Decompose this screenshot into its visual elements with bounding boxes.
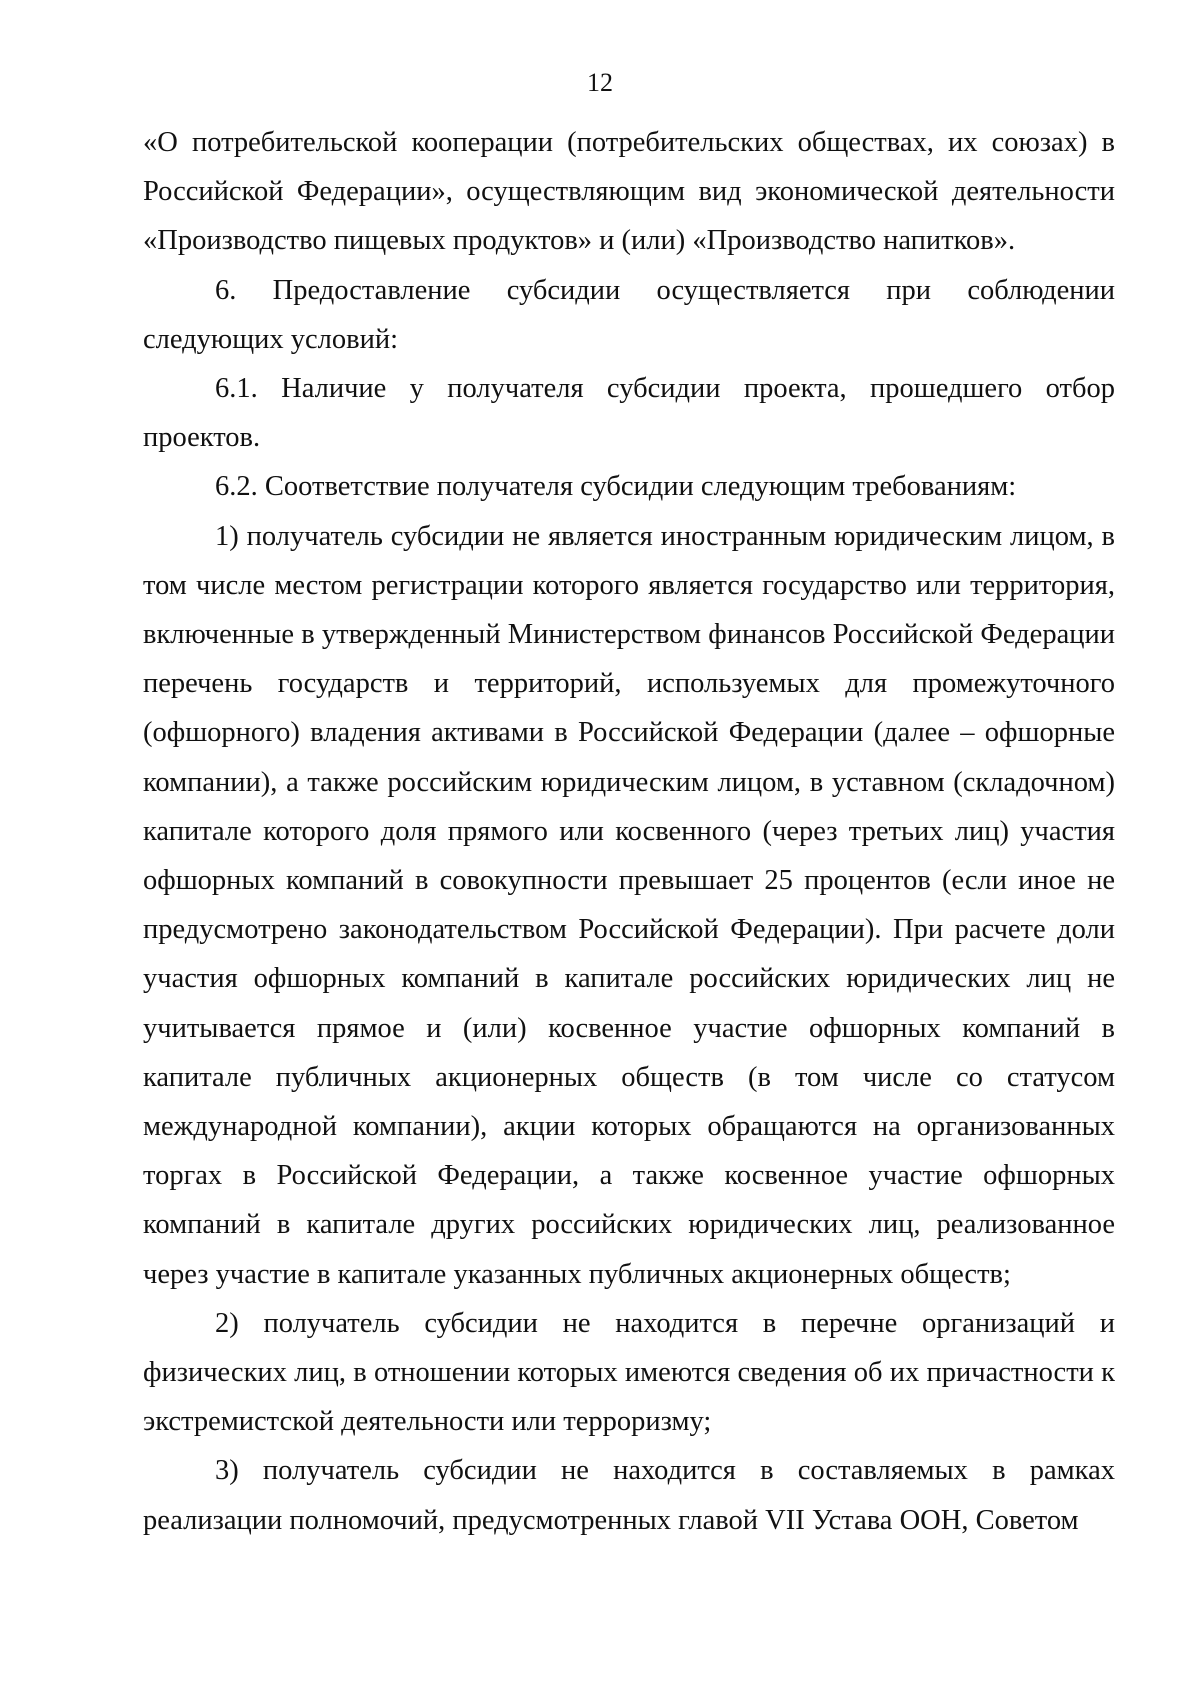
paragraph-item-3: 3) получатель субсидии не находится в составляемых в рамках реализации полномочий, предусмотренных главой VII Устава ООН, Советом — [143, 1455, 1115, 1536]
page-number: 12 — [587, 68, 613, 97]
paragraph-intro-continuation: «О потребительской кооперации (потребительских обществах, их союзах) в Российской Федерации», осуществляющим вид экономической деятельности «Производство пищевых продуктов» и (или) «Производство напитков». — [143, 127, 1115, 257]
document-body — [143, 118, 1115, 1545]
paragraph-item-1: 1) получатель субсидии не является иностранным юридическим лицом, в том числе местом регистрации которого является государство или территория, включенные в утвержденный Министерством финансов Российской Федерации перечень государств и территорий, используемых для промежуточного (офшорного) владения активами в Российской Федерации (далее – офшорные компании), а также российским юридическим лицом, в уставном (складочном) капитале которого доля прямого или косвенного (через третьих лиц) участия офшорных компаний в совокупности превышает 25 процентов (если иное не предусмотрено законодательством Российской Федерации). При расчете доли участия офшорных компаний в капитале российских юридических лиц не учитывается прямое и (или) косвенное участие офшорных компаний в капитале публичных акционерных обществ (в том числе со статусом международной компании), акции которых обращаются на организованных торгах в Российской Федерации, а также косвенное участие офшорных компаний в капитале других российских юридических лиц, реализованное через участие в капитале указанных публичных акционерных обществ; — [143, 520, 1115, 1290]
paragraph-clause-6: 6. Предоставление субсидии осуществляется при соблюдении следующих условий: — [143, 274, 1115, 355]
paragraph-clause-6-2: 6.2. Соответствие получателя субсидии следующим требованиям: — [215, 471, 1017, 503]
paragraph-clause-6-1: 6.1. Наличие у получателя субсидии проекта, прошедшего отбор проектов. — [143, 373, 1115, 454]
paragraph-item-2: 2) получатель субсидии не находится в перечне организаций и физических лиц, в отношении которых имеются сведения об их причастности к экстремистской деятельности или терроризму; — [143, 1307, 1115, 1438]
